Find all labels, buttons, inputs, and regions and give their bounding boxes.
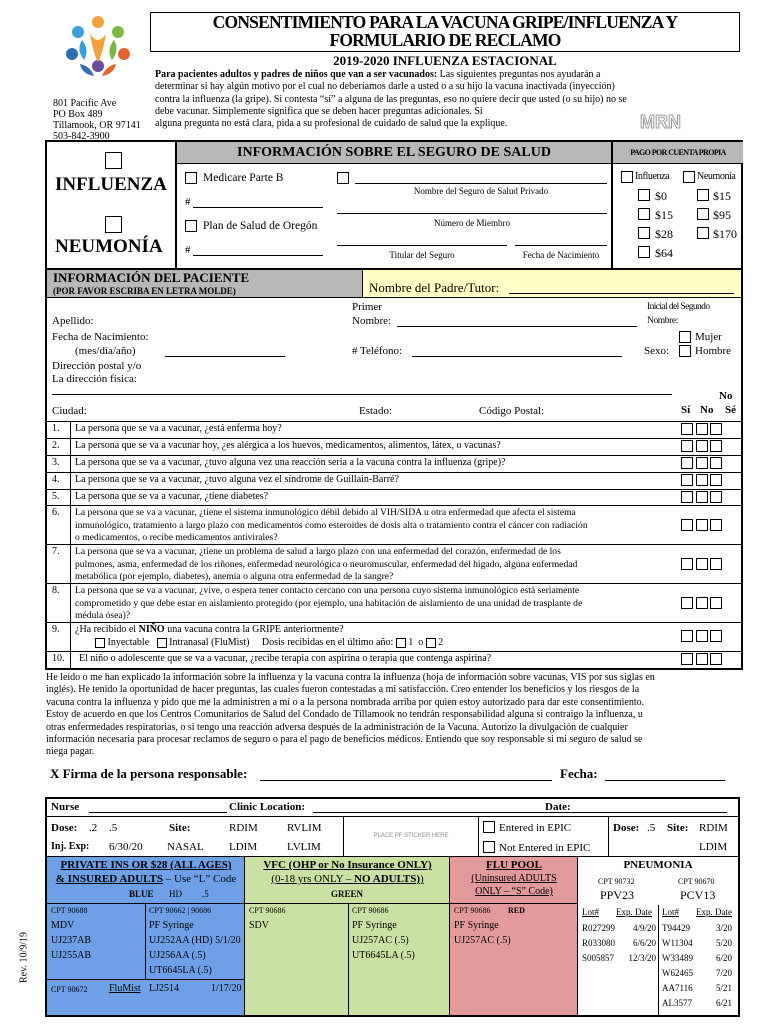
- question-2: 2. La persona que se va a vacunar hoy, ¿es alérgica a los huevos, medicamentos, alimentos, látex, o vacunas?: [47, 440, 741, 456]
- revision-date: Rev. 10/9/19: [18, 932, 30, 984]
- q1-no[interactable]: [696, 423, 708, 435]
- q9-nasal-checkbox[interactable]: [157, 638, 167, 648]
- guardian-box: Nombre del Padre/Tutor:: [362, 268, 741, 297]
- lastname-label: Apellido:: [52, 315, 94, 327]
- q4-no[interactable]: [696, 474, 708, 486]
- neu-price-170: $170: [713, 227, 737, 241]
- holder-dob-label: Fecha de Nacimiento: [522, 250, 600, 260]
- lot-uj257ac-pool: UJ257AC (.5): [454, 935, 511, 946]
- influenza-label: INFLUENZA: [55, 174, 167, 195]
- influenza-checkbox[interactable]: [105, 152, 122, 169]
- q5-unknown[interactable]: [710, 491, 722, 503]
- signature-label: X Firma de la persona responsable:: [50, 766, 248, 781]
- member-number-label: Número de Miembro: [434, 218, 510, 228]
- vfc-box: VFC (OHP or No Insurance ONLY) (0-18 yrs ONLY – NO ADULTS)) GREEN CPT 90686 CPT 90686 SDV PF Syringe UJ257AC (.5) UT6645LA (.5): [245, 857, 450, 1015]
- q10-no[interactable]: [696, 653, 708, 665]
- q10-unknown[interactable]: [710, 653, 722, 665]
- neumonia-label: NEUMONÍA: [55, 236, 163, 257]
- lot-uj257ac: UJ257AC (.5): [352, 935, 409, 946]
- question-6: 6. La persona que se va a vacunar, ¿tiene el sistema inmunológico débil debido al VIH/SIDA u otra enfermedad que afecta el sistema inmunológico, tratamiento a largo plazo con medicamentos como esteroides de dosis alta o tratamiento contra el cáncer con radiación o medicamentos, o recibe medicamentos antivirales?: [47, 507, 741, 545]
- site-rvlim[interactable]: RVLIM: [287, 822, 322, 834]
- clinic-location-label: Clinic Location:: [229, 801, 306, 813]
- dose-r-value[interactable]: .5: [647, 822, 656, 834]
- neu-price-95-checkbox[interactable]: [697, 208, 709, 220]
- middle-initial-label: Inicial del Segundo: [647, 302, 710, 312]
- date-label: Date:: [545, 801, 571, 813]
- member-number-input[interactable]: [337, 202, 607, 214]
- lot-uj256aa: UJ256AA (.5): [149, 950, 206, 961]
- questions-list: [47, 421, 741, 668]
- dose-02[interactable]: .2: [89, 822, 98, 834]
- phone-label: # Teléfono:: [352, 345, 403, 357]
- q1-unknown[interactable]: [710, 423, 722, 435]
- question-5: 5. La persona que se va a vacunar, ¿tiene diabetes?: [47, 491, 741, 506]
- ppv-row: R033080 6/6/20: [582, 938, 656, 948]
- page-title: CONSENTIMIENTO PARA LA VACUNA GRIPE/INFLUENZA Y: [212, 12, 678, 32]
- lot-ut6645la-vfc: UT6645LA (.5): [352, 950, 415, 961]
- site-lvlim[interactable]: LVLIM: [287, 841, 321, 853]
- lot-uj237ab: UJ237AB: [51, 935, 92, 946]
- ppv23-label: PPV23: [600, 888, 635, 902]
- site-r-rdim[interactable]: RDIM: [699, 822, 728, 834]
- medicare-number-label: #: [185, 196, 191, 208]
- question-8: 8. La persona que se va a vacunar, ¿vive, o espera tener contacto cercano con una persona cuyo sistema inmunológico está seriamente comprometido y que debe estar en aislamiento protegido (por ejemplo, una habitación de aislamiento de una unidad de trasplante de médula ósea)?: [47, 585, 741, 623]
- q9-dose1-checkbox[interactable]: [396, 638, 406, 648]
- unknown-column-header: Sé: [725, 404, 736, 416]
- question-10: 10. El niño o adolescente que se va a vacunar, ¿recibe terapia con aspirina o terapia que contenga aspirina?: [47, 653, 741, 668]
- logo-icon: [60, 12, 136, 92]
- firstname-label: Primer: [352, 301, 382, 313]
- self-pay-influenza-checkbox[interactable]: [621, 171, 633, 183]
- q3-yes[interactable]: [681, 457, 693, 469]
- q7-yes[interactable]: [681, 558, 693, 570]
- pneumonia-box: PNEUMONIA CPT 90732 CPT 90670 PPV23 PCV13 Lot# Exp. Date Lot# Exp. Date R027299 4/9/20 R033080 6/6/20 S005857 12/3/20 T94429 3/20 W11304 5/20 W33489 6/20 W62465 7/20 AA7116 5/21 AL3577 6/21: [578, 857, 738, 1015]
- q4-yes[interactable]: [681, 474, 693, 486]
- site-rdim[interactable]: RDIM: [229, 822, 258, 834]
- private-insurance-label: Nombre del Seguro de Salud Privado: [413, 186, 549, 196]
- holder-dob-input[interactable]: [515, 234, 607, 246]
- zip-label: Código Postal:: [479, 405, 545, 417]
- nurse-input[interactable]: [89, 801, 227, 813]
- neu-price-170-checkbox[interactable]: [697, 227, 709, 239]
- question-7: 7. La persona que se va a vacunar, ¿tiene un problema de salud a largo plazo con una enfermedad del corazón, enfermedad de los pulmones, asma, enfermedad de los riñones, enfermedad neurológica o neuromuscular, enfermedad del hígado, alguna enfermedad metabólica (por ejemplo, diabetes), anemia o alguna otra enfermedad de la sangre?: [47, 546, 741, 584]
- private-insurance-checkbox[interactable]: [337, 172, 349, 184]
- insurance-section: [177, 164, 611, 268]
- questions-divider: [70, 421, 71, 668]
- pcv-row: W33489 6/20: [662, 953, 732, 963]
- neu-price-15: $15: [713, 189, 731, 203]
- phone-input[interactable]: [412, 345, 622, 357]
- sex-label: Sexo:: [644, 345, 670, 357]
- q6-unknown[interactable]: [710, 519, 722, 531]
- q3-unknown[interactable]: [710, 457, 722, 469]
- price-0: $0: [655, 189, 667, 203]
- lot-lj2514: LJ2514: [149, 983, 179, 994]
- medicare-label: Medicare Parte B: [203, 172, 284, 184]
- pcv13-label: PCV13: [680, 888, 716, 902]
- ppv-row: S005857 12/3/20: [582, 953, 656, 963]
- q9-no[interactable]: [696, 630, 708, 642]
- q2-unknown[interactable]: [710, 440, 722, 452]
- signature-input[interactable]: [260, 766, 552, 781]
- ppv-row: R027299 4/9/20: [582, 923, 656, 933]
- price-28: $28: [655, 227, 673, 241]
- lot-ut6645la: UT6645LA (.5): [149, 965, 212, 976]
- price-15: $15: [655, 208, 673, 222]
- q9-dose2-checkbox[interactable]: [426, 638, 436, 648]
- q5-no[interactable]: [696, 491, 708, 503]
- question-1: 1. La persona que se va a vacunar, ¿está enferma hoy?: [47, 423, 741, 439]
- self-pay-neumonia-checkbox[interactable]: [683, 171, 695, 183]
- question-3: 3. La persona que se va a vacunar, ¿tuvo alguna vez una reacción seria a la vacuna contra la influenza (gripe)?: [47, 457, 741, 473]
- flu-pool-box: FLU POOL (Uninsured ADULTS ONLY – “S” Code) CPT 90686 RED PF Syringe UJ257AC (.5): [450, 857, 578, 1015]
- self-pay-header: PAGO POR CUENTA PROPIA: [613, 142, 743, 164]
- price-64: $64: [655, 246, 673, 260]
- q5-yes[interactable]: [681, 491, 693, 503]
- not-entered-epic-checkbox[interactable]: [483, 841, 495, 853]
- entered-epic-checkbox[interactable]: [483, 821, 495, 833]
- q6-yes[interactable]: [681, 519, 693, 531]
- q6-no[interactable]: [696, 519, 708, 531]
- neu-price-15-checkbox[interactable]: [697, 189, 709, 201]
- q8-no[interactable]: [696, 597, 708, 609]
- lot-uj252aa: UJ252AA (HD) 5/1/20: [149, 935, 241, 946]
- medicare-checkbox[interactable]: [185, 172, 197, 184]
- ppv-lot-table: [582, 921, 656, 966]
- oregon-plan-checkbox[interactable]: [185, 220, 197, 232]
- q8-unknown[interactable]: [710, 597, 722, 609]
- private-insurance-input[interactable]: [355, 172, 607, 184]
- consent-text: He leído o me han explicado la información sobre la influenza y la vacuna contra la influenza (hoja de información sobre vacunas, VIS por sus siglas en inglés). He tenido la oportunidad de hacer preguntas, las cuales fueron contestadas a mi satisfacción. Creo entender los beneficios y los riesgos de la vacuna contra la influenza y pido que me la administren a mí o a la persona nombrada arriba por quien estoy autorizado para dar este consentimiento. Estoy de acuerdo en que los Centros Comunitarios de Salud del Condado de Tillamook no tendrán responsabilidad alguna si contraigo la influenza, u otras enfermedades respiratorias, o si tengo una reacción adversa después de la administración de la Vacuna. Autorizo la divulgación de cualquier información necesaria para procesar reclamos de seguro o para el pago de beneficios médicos. Entiendo que soy responsable si mi seguro de salud se niega pagar.: [46, 672, 655, 758]
- oregon-number-input[interactable]: [193, 244, 323, 256]
- pcv-row: AA7116 5/21: [662, 983, 732, 993]
- q2-yes[interactable]: [681, 440, 693, 452]
- site-nasal[interactable]: NASAL: [167, 841, 204, 853]
- signature-date-input[interactable]: [605, 766, 725, 781]
- pcv-row: AL3577 6/21: [662, 998, 732, 1008]
- dose-05[interactable]: .5: [109, 822, 118, 834]
- site-r-ldim[interactable]: LDIM: [699, 841, 728, 853]
- oregon-plan-label: Plan de Salud de Oregón: [203, 220, 318, 232]
- self-pay-section: [611, 142, 741, 268]
- q3-no[interactable]: [696, 457, 708, 469]
- question-4: 4. La persona que se va a vacunar, ¿tuvo alguna vez el síndrome de Guillain-Barré?: [47, 474, 741, 490]
- inj-exp-value: 6/30/20: [109, 841, 143, 853]
- q4-unknown[interactable]: [710, 474, 722, 486]
- q2-no[interactable]: [696, 440, 708, 452]
- season-title: 2019-2020 INFLUENZA ESTACIONAL: [333, 53, 557, 68]
- female-checkbox[interactable]: [679, 331, 691, 343]
- intro-text: Para pacientes adultos y padres de niños que van a ser vacunados: Las siguientes preguntas nos ayudarán a determinar si hay algún motivo por el cual no deberíamos darle a usted o a su hijo la vacuna inactivada (inyección) contra la influenza (la gripe). Si contesta “sí” a alguna de las preguntas, eso no quiere decir que usted (o su hijo) no se debe vacunar. Simplemente significa que se deben hacer preguntas adicionales. Si alguna pregunta no está clara, pida a su profesional de cuidado de salud que la explique.: [155, 69, 627, 130]
- sticker-placeholder: PLACE PF STICKER HERE: [343, 817, 479, 856]
- nurse-label: Nurse: [51, 801, 80, 813]
- clinic-row-1: [47, 799, 738, 817]
- insurance-header: INFORMACIÓN SOBRE EL SEGURO DE SALUD: [177, 142, 611, 164]
- oregon-number-label: #: [185, 244, 191, 256]
- q10-yes[interactable]: [681, 653, 693, 665]
- holder-label: Titular del Seguro: [389, 250, 455, 260]
- site-ldim[interactable]: LDIM: [229, 841, 258, 853]
- price-0-checkbox[interactable]: [638, 189, 650, 201]
- dob-label: Fecha de Nacimiento:: [52, 331, 149, 343]
- yes-column-header: Sí: [681, 404, 691, 416]
- male-checkbox[interactable]: [679, 345, 691, 357]
- address-input[interactable]: [52, 394, 672, 395]
- pcv-row: W62465 7/20: [662, 968, 732, 978]
- q9-unknown[interactable]: [710, 630, 722, 642]
- neu-price-95: $95: [713, 208, 731, 222]
- no-column-header: No: [700, 404, 714, 416]
- patient-info-header: INFORMACIÓN DEL PACIENTE (POR FAVOR ESCRIBA EN LETRA MOLDE): [47, 268, 362, 297]
- pcv-row: T94429 3/20: [662, 923, 732, 933]
- city-label: Ciudad:: [52, 405, 87, 417]
- q1-yes[interactable]: [681, 423, 693, 435]
- guardian-input[interactable]: [509, 280, 734, 294]
- q7-no[interactable]: [696, 558, 708, 570]
- q9-injectable-checkbox[interactable]: [95, 638, 105, 648]
- state-label: Estado:: [359, 405, 392, 417]
- pcv-row: W11304 5/20: [662, 938, 732, 948]
- question-9: 9. ¿Ha recibido el NIÑO una vacuna contra la GRIPE anteriormente? Inyectable Intranasal (FluMist) Dosis recibidas en el último año: 1 o 2: [47, 624, 741, 652]
- private-ins-box: PRIVATE INS OR $28 (ALL AGES) & INSURED ADULTS – Use “L” Code BLUE HD .5 CPT 90688 CPT 90662 | 90686 MDV PF Syringe UJ237AB UJ255AB UJ252AA (HD) 5/1/20 UJ256AA (.5) UT6645LA (.5) CPT 90672 FluMist LJ2514 1/17/20: [47, 857, 245, 1015]
- neumonia-checkbox[interactable]: [105, 216, 122, 233]
- q7-unknown[interactable]: [710, 558, 722, 570]
- mrn-label: MRN: [640, 112, 681, 132]
- patient-details: Apellido: Primer Nombre: Inicial del Segundo Nombre: Fecha de Nacimiento: (mes/día/año) # Teléfono: Sexo: Mujer Hombre Dirección postal y/o La dirección física: Ciudad: Estado: Código Postal: No Sí No Sé: [47, 297, 741, 421]
- signature-date-label: Fecha:: [560, 766, 598, 781]
- clinic-address: 801 Pacific Ave PO Box 489 Tillamook, OR 97141 503-842-3900: [53, 98, 141, 142]
- vaccine-choice: [47, 142, 177, 268]
- lot-uj255ab: UJ255AB: [51, 950, 92, 961]
- price-64-checkbox[interactable]: [638, 246, 650, 258]
- logo: [60, 12, 136, 92]
- firstname-input[interactable]: [397, 315, 637, 327]
- title-box: [150, 12, 740, 52]
- pcv-lot-table: [662, 921, 732, 1011]
- self-pay-influenza-label: Influenza: [635, 171, 670, 182]
- medicare-number-input[interactable]: [193, 196, 323, 208]
- dob-input[interactable]: [165, 345, 285, 357]
- holder-input[interactable]: [337, 234, 507, 246]
- price-28-checkbox[interactable]: [638, 227, 650, 239]
- clinic-location-input[interactable]: [313, 801, 583, 813]
- address-label: Dirección postal y/o: [52, 360, 142, 372]
- self-pay-neumonia-label: Neumonía: [697, 171, 736, 182]
- q9-yes[interactable]: [681, 630, 693, 642]
- clinic-row-2: Dose: .2 .5 Site: RDIM RVLIM Inj. Exp: 6/30/20 NASAL LDIM LVLIM PLACE PF STICKER HERE Entered in EPIC Not Entered in EPIC Dose: .5 Site: RDIM LDIM: [47, 817, 738, 857]
- page-title-2: FORMULARIO DE RECLAMO: [329, 30, 561, 50]
- q8-yes[interactable]: [681, 597, 693, 609]
- date-input[interactable]: [577, 801, 727, 813]
- price-15-checkbox[interactable]: [638, 208, 650, 220]
